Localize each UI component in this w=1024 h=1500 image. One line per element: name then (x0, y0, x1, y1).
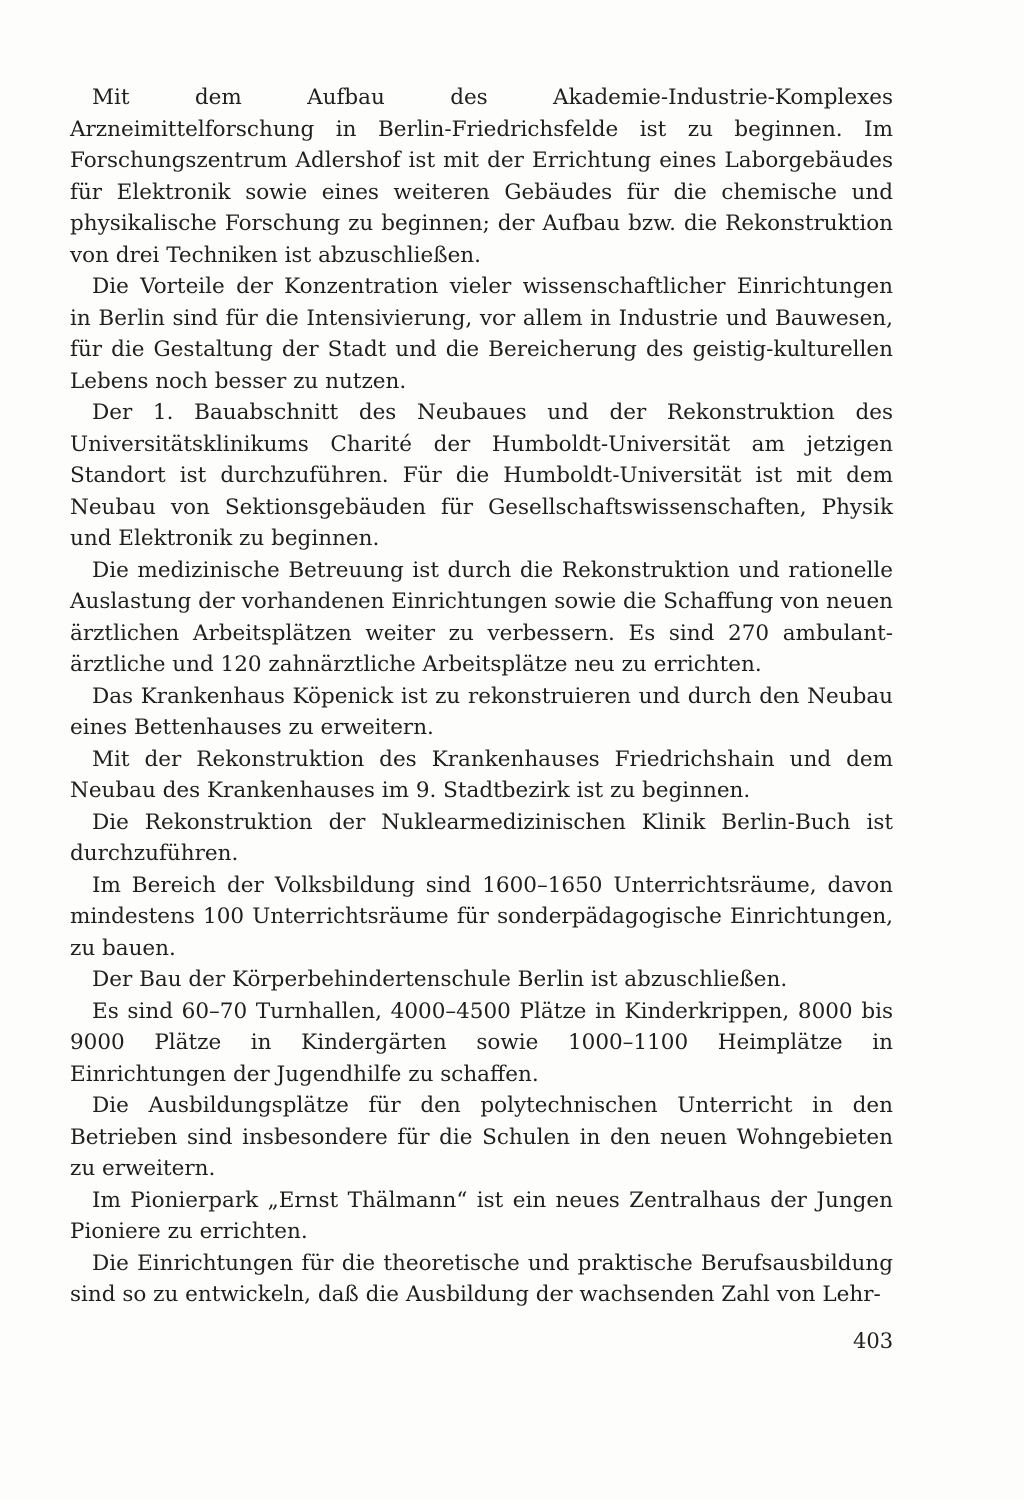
paragraph-3: Der 1. Bauabschnitt des Neubaues und der Rekonstruktion des Universitätsklinikums Charité der Humboldt-Universität am jetzigen Standort ist durchzuführen. Für die Humboldt-Universität ist mit dem Neubau von Sektionsgebäuden für Gesellschaftswissenschaften, Physik und Elektronik zu beginnen. (70, 400, 893, 551)
paragraph-2: Die Vorteile der Konzentration vieler wissenschaftlicher Einrichtungen in Berlin sind für die Intensivierung, vor allem in Industrie und Bauwesen, für die Gestaltung der Stadt und die Bereicherung des geistig-kulturellen Lebens noch besser zu nutzen. (70, 274, 893, 394)
body-text (70, 82, 893, 1311)
paragraph-7: Die Rekonstruktion der Nuklearmedizinischen Klinik Berlin-Buch ist durchzuführen. (70, 809, 893, 866)
paragraph-1: Mit dem Aufbau des Akademie-Industrie-Komplexes Arzneimittelforschung in Berlin-Friedrichsfelde ist zu beginnen. Im Forschungszentrum Adlershof ist mit der Errichtung eines Laborgebäudes für Elektronik sowie eines weiteren Gebäudes für die chemische und physikalische Forschung zu beginnen; der Aufbau bzw. die Rekonstruktion von drei Techniken ist abzuschließen. (70, 85, 893, 268)
paragraph-4: Die medizinische Betreuung ist durch die Rekonstruktion und rationelle Auslastung der vorhandenen Einrichtungen sowie die Schaffung von neuen ärztlichen Arbeitsplätzen weiter zu verbessern. Es sind 270 ambulant-ärztliche und 120 zahnärztliche Arbeitsplätze neu zu errichten. (70, 557, 894, 677)
paragraph-13: Die Einrichtungen für die theoretische und praktische Berufsausbildung sind so zu entwickeln, daß die Ausbildung der wachsenden Zahl von Lehr- (70, 1250, 893, 1307)
paragraph-6: Mit der Rekonstruktion des Krankenhauses Friedrichshain und dem Neubau des Krankenhauses im 9. Stadtbezirk ist zu beginnen. (70, 746, 893, 803)
paragraph-12: Im Pionierpark „Ernst Thälmann“ ist ein neues Zentralhaus der Jungen Pioniere zu errichten. (70, 1187, 893, 1244)
paragraph-11: Die Ausbildungsplätze für den polytechnischen Unterricht in den Betrieben sind insbesondere für die Schulen in den neuen Wohngebieten zu erweitern. (70, 1093, 893, 1181)
paragraph-10: Es sind 60–70 Turnhallen, 4000–4500 Plätze in Kinderkrippen, 8000 bis 9000 Plätze in Kindergärten sowie 1000–1100 Heimplätze in Einrichtungen der Jugendhilfe zu schaffen. (70, 998, 893, 1087)
paragraph-8: Im Bereich der Volksbildung sind 1600–1650 Unterrichtsräume, davon mindestens 100 Unterrichtsräume für sonderpädagogische Einrichtungen, zu bauen. (70, 872, 893, 961)
page-number: 403 (853, 1329, 894, 1353)
paragraph-9: Der Bau der Körperbehindertenschule Berlin ist abzuschließen. (92, 967, 788, 992)
paragraph-5: Das Krankenhaus Köpenick ist zu rekonstruieren und durch den Neubau eines Bettenhauses zu erweitern. (70, 683, 893, 740)
